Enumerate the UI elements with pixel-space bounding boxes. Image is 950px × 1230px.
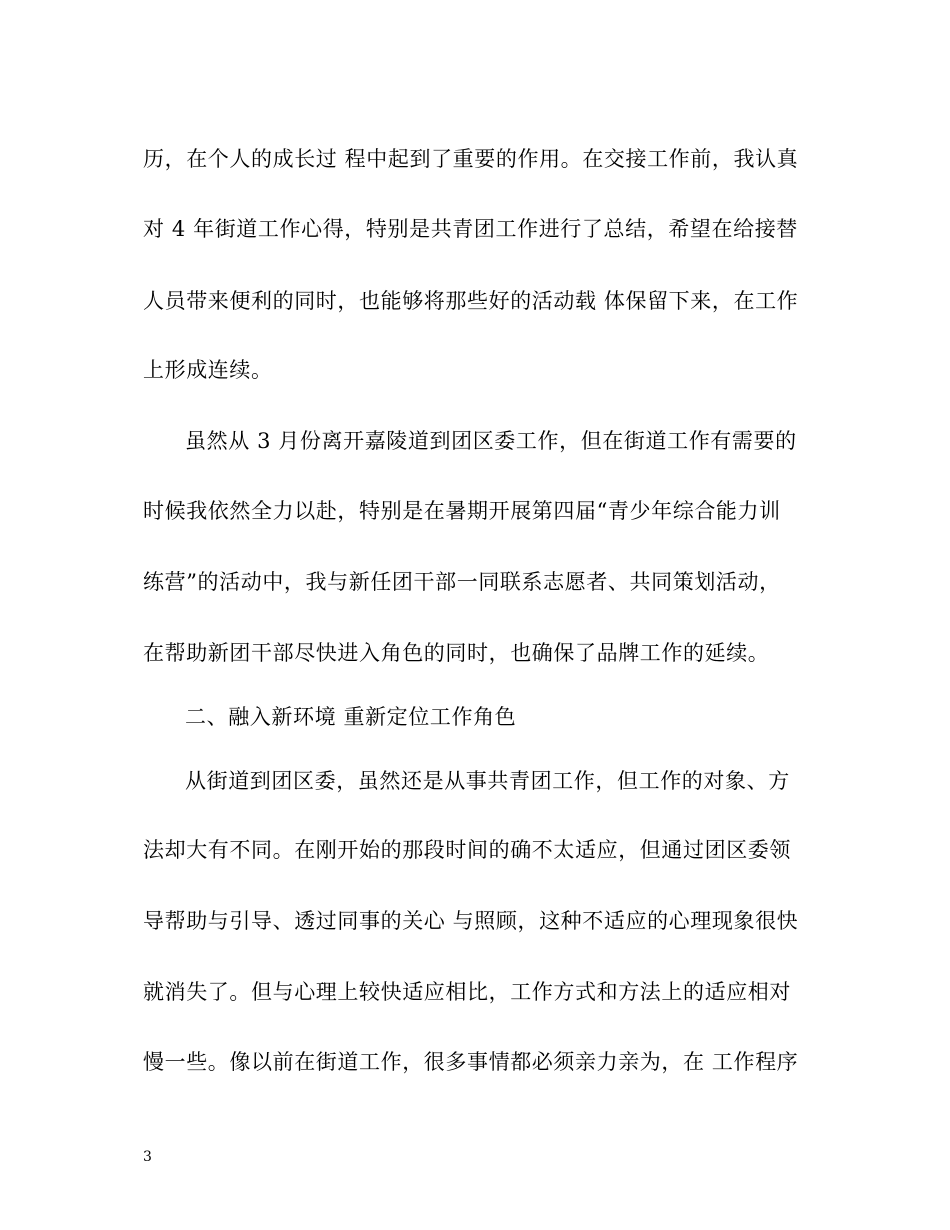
paragraph-line-9: 慢一些。像以前在街道工作，很多事情都必须亲力亲为，在 工作程序: [143, 1050, 799, 1074]
text-line-3: 人员带来便利的同时，也能够将那些好的活动载 体保留下来，在工作: [143, 289, 799, 313]
text-line-1: 历，在个人的成长过 程中起到了重要的作用。在交接工作前，我认真: [143, 147, 799, 171]
paragraph-line-6: 法却大有不同。在刚开始的那段时间的确不太适应，但通过团区委领: [143, 838, 791, 862]
paragraph-line-2: 时候我依然全力以赴，特别是在暑期开展第四届“青少年综合能力训: [143, 499, 781, 523]
paragraph-line-4: 在帮助新团干部尽快进入角色的同时，也确保了品牌工作的延续。: [143, 641, 770, 665]
section-heading: 二、融入新环境 重新定位工作角色: [185, 705, 517, 729]
paragraph-line-8: 就消失了。但与心理上较快适应相比，工作方式和方法上的适应相对: [143, 980, 791, 1004]
paragraph-line-1: 虽然从 3 月份离开嘉陵道到团区委工作，但在街道工作有需要的: [185, 429, 797, 453]
paragraph-line-3: 练营”的活动中，我与新任团干部一同联系志愿者、共同策划活动，: [143, 570, 781, 594]
paragraph-line-7: 导帮助与引导、透过同事的关心 与照顾，这种不适应的心理现象很快: [143, 909, 799, 933]
text-line-2: 对 4 年街道工作心得，特别是共青团工作进行了总结，希望在给接替: [143, 217, 798, 241]
page-number: 3: [143, 1149, 152, 1165]
text-line-4: 上形成连续。: [143, 358, 273, 382]
paragraph-line-5: 从街道到团区委，虽然还是从事共青团工作，但工作的对象、方: [185, 769, 790, 793]
